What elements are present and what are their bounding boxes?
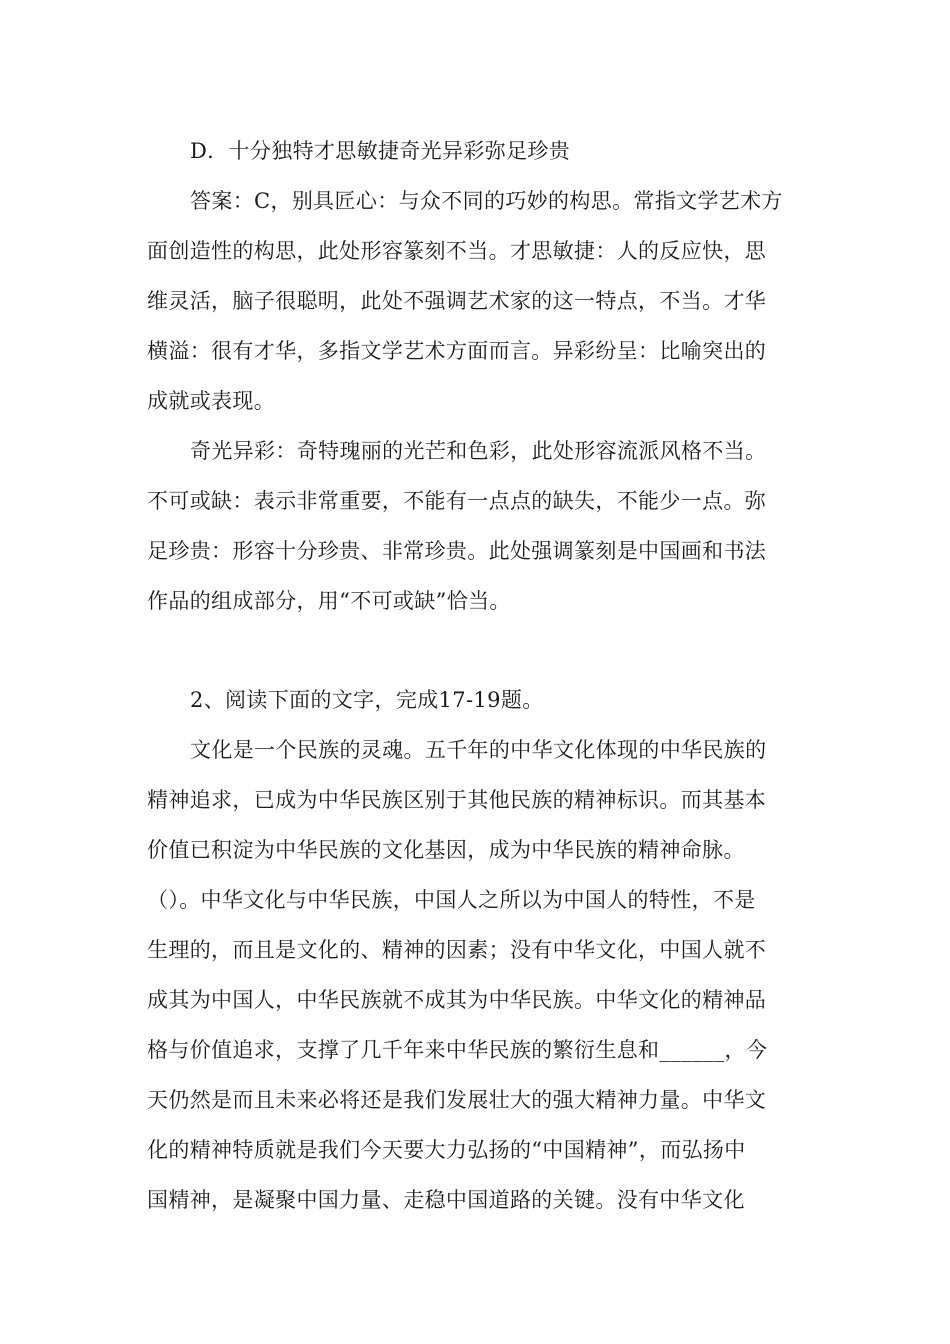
- passage-line: 生理的，而且是文化的、精神的因素；没有中华文化，中国人就不: [147, 938, 767, 962]
- passage-line: （）。中华文化与中华民族，中国人之所以为中国人的特性，不是: [147, 888, 756, 912]
- explanation-line: 不可或缺：表示非常重要，不能有一点点的缺失，不能少一点。弥: [147, 489, 767, 513]
- passage-line: 精神追求，已成为中华民族区别于其他民族的精神标识。而其基本: [147, 788, 767, 812]
- answer-line: 成就或表现。: [147, 389, 276, 413]
- passage-line: 成其为中国人，中华民族就不成其为中华民族。中华文化的精神品: [147, 988, 767, 1012]
- passage-line: 格与价值追求，支撑了几千年来中华民族的繁衍生息和______，今: [147, 1038, 768, 1062]
- answer-line: 面创造性的构思，此处形容篆刻不当。才思敏捷：人的反应快，思: [147, 239, 767, 263]
- option-d-line: D．十分独特才思敏捷奇光异彩弥足珍贵: [190, 139, 571, 163]
- passage-line: 文化是一个民族的灵魂。五千年的中华文化体现的中华民族的: [190, 738, 767, 762]
- question-heading: 2、阅读下面的文字，完成17-19题。: [190, 688, 544, 712]
- explanation-line: 作品的组成部分，用“不可或缺”恰当。: [147, 589, 511, 613]
- passage-line: 价值已积淀为中华民族的文化基因，成为中华民族的精神命脉。: [147, 838, 745, 862]
- passage-line: 化的精神特质就是我们今天要大力弘扬的“中国精神”，而弘扬中: [147, 1138, 746, 1162]
- explanation-line: 奇光异彩：奇特瑰丽的光芒和色彩，此处形容流派风格不当。: [190, 439, 767, 463]
- explanation-line: 足珍贵：形容十分珍贵、非常珍贵。此处强调篆刻是中国画和书法: [147, 539, 767, 563]
- passage-line: 天仍然是而且未来必将还是我们发展壮大的强大精神力量。中华文: [147, 1088, 767, 1112]
- passage-line: 国精神，是凝聚中国力量、走稳中国道路的关键。没有中华文化: [147, 1188, 745, 1212]
- answer-line: 横溢：很有才华，多指文学艺术方面而言。异彩纷呈：比喻突出的: [147, 339, 767, 363]
- answer-line: 维灵活，脑子很聪明，此处不强调艺术家的这一特点，不当。才华: [147, 289, 767, 313]
- answer-line: 答案：C，别具匠心：与众不同的巧妙的构思。常指文学艺术方: [190, 189, 783, 213]
